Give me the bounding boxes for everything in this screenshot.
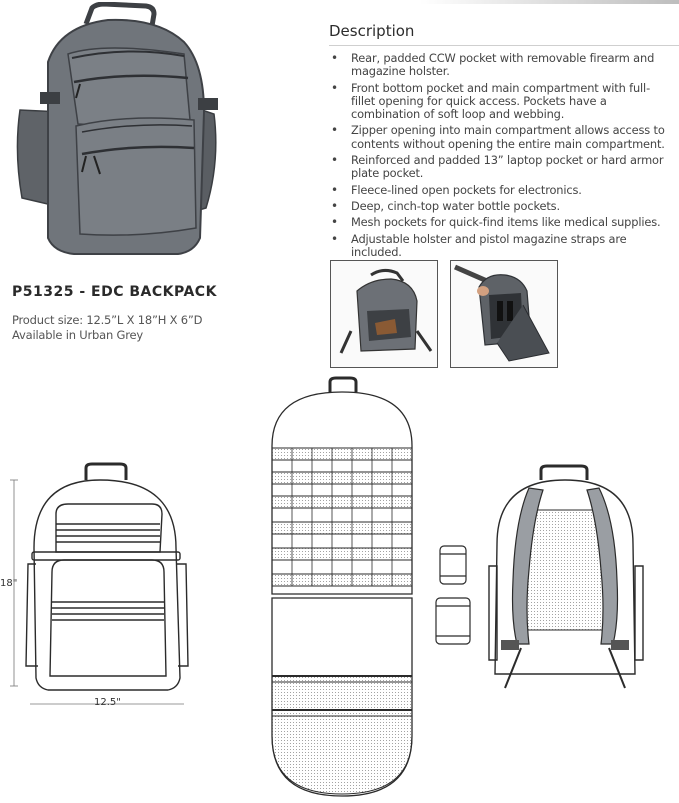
description-bullet: • Deep, cinch-top water bottle pockets. (329, 200, 674, 213)
front-view-drawing (0, 460, 200, 710)
open-compartment-photo (450, 260, 558, 368)
height-dimension-label: 18" (0, 578, 18, 589)
description-divider (329, 45, 679, 46)
description-bullet: • Rear, padded CCW pocket with removable firearm and magazine holster. (329, 52, 674, 79)
description-list (329, 52, 674, 262)
description-heading: Description (329, 22, 415, 40)
header-accent-bar (420, 0, 679, 4)
interior-flat-drawing (262, 376, 422, 801)
product-title: P51325 - EDC BACKPACK (12, 284, 217, 300)
description-bullet: • Mesh pockets for quick-find items like medical supplies. (329, 216, 674, 229)
description-bullet: • Fleece-lined open pockets for electronics. (329, 184, 674, 197)
backpack-product-photo (8, 2, 223, 260)
description-bullet: • Front bottom pocket and main compartment with full-fillet opening for quick access. Pockets have a combination of soft loop and webbing. (329, 82, 674, 122)
description-bullet: • Zipper opening into main compartment allows access to contents without opening the entire main compartment. (329, 124, 674, 151)
description-bullet: • Reinforced and padded 13” laptop pocket or hard armor plate pocket. (329, 154, 674, 181)
rear-view-drawing (485, 460, 645, 694)
holster-detail-photo (330, 260, 438, 368)
width-dimension-label: 12.5" (94, 697, 121, 708)
product-color: Available in Urban Grey (12, 328, 143, 342)
description-bullet: • Adjustable holster and pistol magazine straps are included. (329, 233, 674, 260)
product-size: Product size: 12.5”L X 18”H X 6”D (12, 313, 203, 327)
holster-accessories-drawing (434, 540, 474, 650)
